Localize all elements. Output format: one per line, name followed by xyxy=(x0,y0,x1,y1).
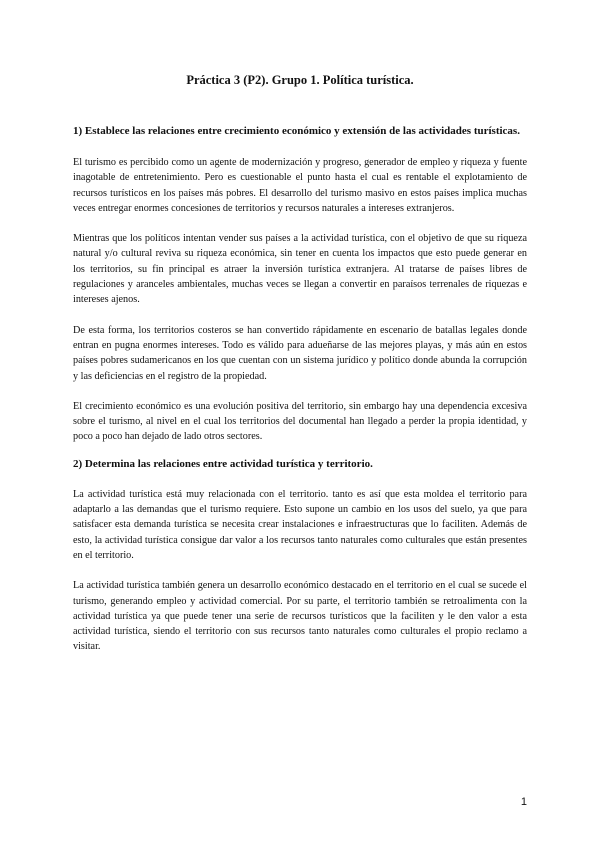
section-2-paragraph-2: La actividad turística también genera un desarrollo económico destacado en el territorio en el cual se sucede el turismo, generando empleo y actividad comercial. Por su parte, el territorio también se retroalimenta con la actividad turística ya que puede tener una serie de recursos turísticos que la faciliten y le den valor a esta actividad turística, siendo el territorio con sus recursos tanto naturales como culturales el propio reclamo a visitar. xyxy=(73,580,527,653)
section-1-paragraph-2: Mientras que los políticos intentan vender sus países a la actividad turística, con el objetivo de que su riqueza natural y/o cultural reviva su riqueza económica, sin tener en cuenta los impactos que esto puede generar en los territorios, su fin principal es atraer la inversión turística extranjera. Al tratarse de países libres de regulaciones y aranceles ambientales, muchas veces se llegan a convertir en paraísos terrenales de riquezas e intereses ajenos. xyxy=(73,233,527,306)
document-title: Práctica 3 (P2). Grupo 1. Política turística. xyxy=(186,73,414,87)
section-1-paragraph-4: El crecimiento económico es una evolución positiva del territorio, sin embargo hay una dependencia excesiva sobre el turismo, al nivel en el cual los territorios del documental han llegado a perder la propia identidad, y poco a poco han dejado de lado otros sectores. xyxy=(73,400,527,443)
section-1-heading: 1) Establece las relaciones entre crecimiento económico y extensión de las actividades turísticas. xyxy=(73,125,520,137)
section-2-paragraph-1: La actividad turística está muy relacionada con el territorio. tanto es así que esta moldea el territorio para adaptarlo a las demandas que el turismo requiere. Esto supone un cambio en los usos del suelo, ya que para satisfacer esta demanda turística se necesita crear instalaciones e infraestructuras que lo faciliten. Además de esto, la actividad turística consigue dar valor a los recursos tanto naturales como culturales que están presentes en el territorio. xyxy=(73,488,527,561)
page-number: 1 xyxy=(520,796,527,808)
section-1-paragraph-1: El turismo es percibido como un agente de modernización y progreso, generador de empleo y riqueza y fuente inagotable de entretenimiento. Pero es cuestionable el punto hasta el cual es rentable el explotamiento de recursos turísticos en los países más pobres. El desarrollo del turismo masivo en estos países implica muchas veces entregar enormes concesiones de territorios y recursos naturales a intereses extranjeros. xyxy=(73,157,527,214)
section-1-paragraph-3: De esta forma, los territorios costeros se han convertido rápidamente en escenario de batallas legales donde entran en pugna enormes intereses. Todo es válido para adueñarse de las mejores playas, y más aún en estos países pobres sudamericanos en los que cuentan con un sistema jurídico y político donde abunda la corrupción y las deficiencias en el registro de la propiedad. xyxy=(73,324,527,382)
section-2-heading: 2) Determina las relaciones entre actividad turística y territorio. xyxy=(73,457,373,470)
